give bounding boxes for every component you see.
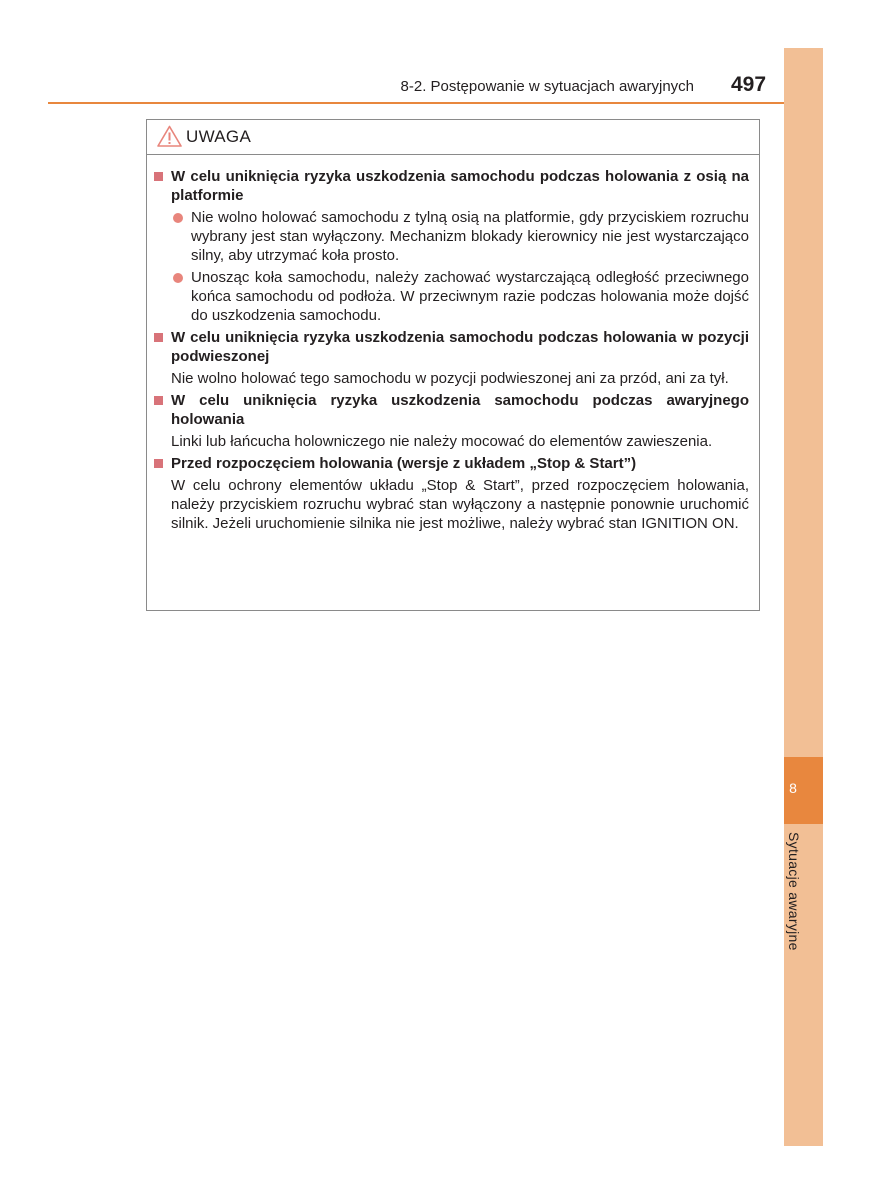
round-bullet-icon <box>173 273 183 283</box>
section-heading <box>153 167 749 205</box>
chapter-number: 8 <box>789 780 797 796</box>
side-tab <box>784 48 823 1146</box>
list-item-text: Unosząc koła samochodu, należy zachować wystarczającą odległość przeciwnego końca samochodu od podłoża. W przeciwnym razie podczas holowania może dojść do uszkodzenia samochodu. <box>191 269 749 324</box>
section-heading-text: Przed rozpoczęciem holowania (wersje z układem „Stop & Start”) <box>171 455 637 472</box>
chapter-title: Sytuacje awaryjne <box>786 832 802 951</box>
warning-triangle-icon <box>157 125 182 147</box>
warning-content <box>153 167 749 536</box>
square-bullet-icon <box>154 172 163 181</box>
round-bullet-icon <box>173 213 183 223</box>
section-heading <box>153 391 749 429</box>
square-bullet-icon <box>154 396 163 405</box>
warning-header <box>147 120 759 155</box>
section-text: Nie wolno holować tego samochodu w pozycji podwieszonej ani za przód, ani za tył. <box>171 370 729 387</box>
section-title: 8-2. Postępowanie w sytuacjach awaryjnych <box>400 78 694 95</box>
section-heading <box>153 454 749 473</box>
section-heading-text: W celu uniknięcia ryzyka uszkodzenia samochodu podczas holowania z osią na platformie <box>171 168 749 204</box>
warning-box <box>146 119 760 611</box>
list-item <box>153 268 749 325</box>
square-bullet-icon <box>154 333 163 342</box>
section-heading <box>153 328 749 366</box>
section-text: Linki lub łańcucha holowniczego nie należy mocować do elementów zawieszenia. <box>171 433 713 450</box>
header-rule <box>48 102 784 104</box>
section-heading-text: W celu uniknięcia ryzyka uszkodzenia samochodu podczas awaryjnego holowania <box>171 392 749 428</box>
list-item <box>153 208 749 265</box>
page-number: 497 <box>731 73 767 96</box>
warning-label: UWAGA <box>186 127 252 146</box>
section-text: W celu ochrony elementów układu „Stop & Start”, przed rozpoczęciem holowania, należy przyciskiem rozruchu wybrać stan wyłączony a następnie ponownie uruchomić silnik. Jeżeli uruchomienie silnika nie jest możliwe, należy wybrać stan IGNITION ON. <box>171 477 749 532</box>
list-item-text: Nie wolno holować samochodu z tylną osią na platformie, gdy przyciskiem rozruchu wybrany jest stan wyłączony. Mechanizm blokady kierownicy nie jest wystarczająco silny, aby utrzymać koła prosto. <box>191 209 749 264</box>
square-bullet-icon <box>154 459 163 468</box>
section-heading-text: W celu uniknięcia ryzyka uszkodzenia samochodu podczas holowania w pozycji podwieszonej <box>171 329 749 365</box>
